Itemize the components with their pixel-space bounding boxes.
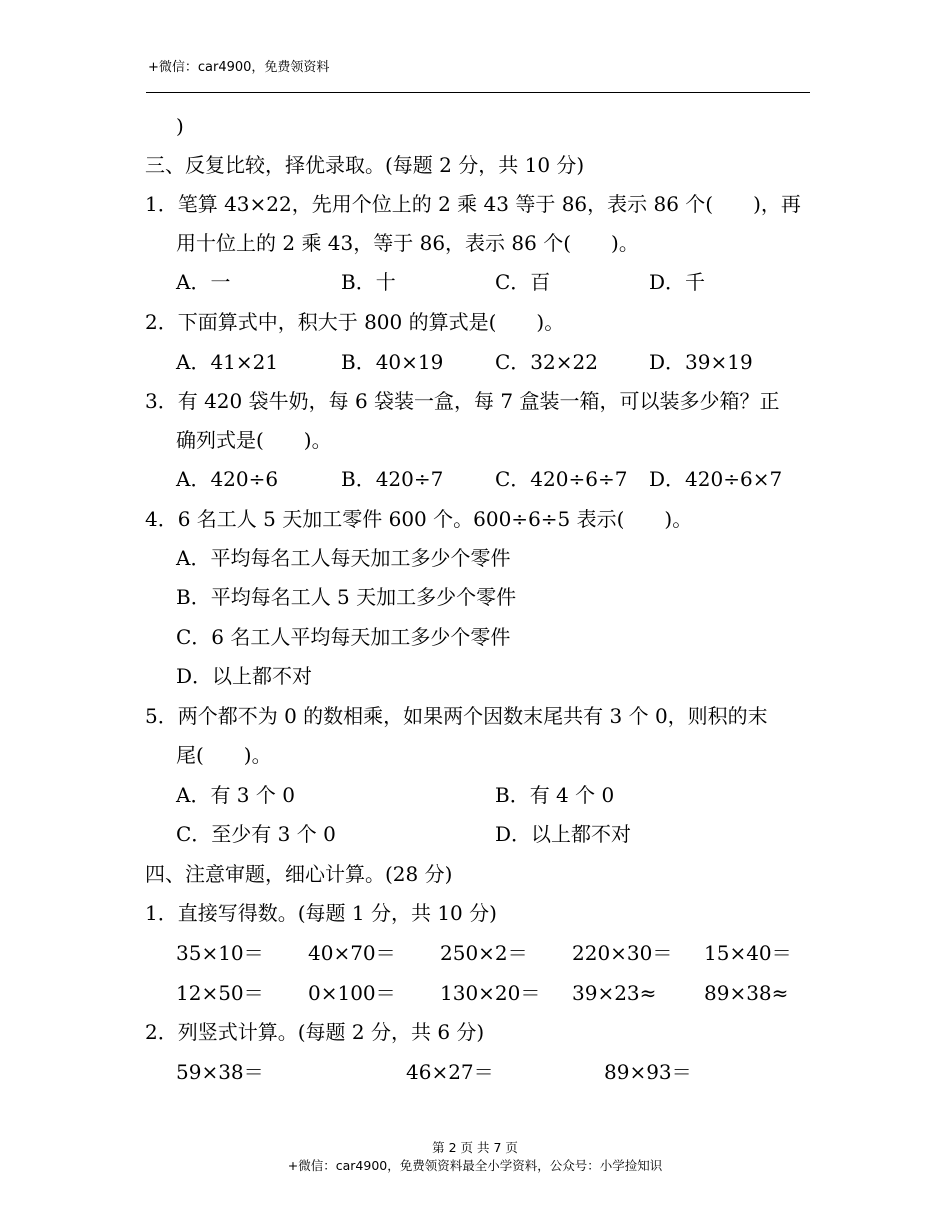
page-header: +微信：car4900，免费领资料 <box>148 60 330 75</box>
q3-option-b: B．420÷7 <box>341 467 444 491</box>
section-4-title: 四、注意审题，细心计算。(28 分) <box>145 862 453 886</box>
q4-option-a: A．平均每名工人每天加工多少个零件 <box>176 546 511 570</box>
calc-item: 40×70＝ <box>308 941 396 965</box>
q3-text-line2: 确列式是( )。 <box>176 428 332 452</box>
q1-option-d: D．千 <box>649 270 706 294</box>
q1-text-line1: 1．笔算 43×22，先用个位上的 2 乘 43 等于 86，表示 86 个( )，再 <box>145 192 801 216</box>
q4-option-c: C．6 名工人平均每天加工多少个零件 <box>176 625 511 649</box>
q1-option-a: A．一 <box>176 270 231 294</box>
vertical-calc-item: 59×38＝ <box>176 1060 264 1084</box>
s4-q1-text: 1．直接写得数。(每题 1 分，共 10 分) <box>145 901 497 925</box>
calc-item: 220×30＝ <box>572 941 673 965</box>
s4-q2-text: 2．列竖式计算。(每题 2 分，共 6 分) <box>145 1020 485 1044</box>
q5-text-line1: 5．两个都不为 0 的数相乘，如果两个因数末尾共有 3 个 0，则积的末 <box>145 704 768 728</box>
q4-option-b: B．平均每名工人 5 天加工多少个零件 <box>176 585 517 609</box>
vertical-calc-item: 46×27＝ <box>406 1060 494 1084</box>
q4-text: 4．6 名工人 5 天加工零件 600 个。600÷6÷5 表示( )。 <box>145 507 693 531</box>
calc-item: 0×100＝ <box>308 981 396 1005</box>
q2-option-a: A．41×21 <box>176 350 279 374</box>
page-number: 第 2 页 共 7 页 <box>432 1140 518 1155</box>
header-rule <box>146 92 810 93</box>
q5-text-line2: 尾( )。 <box>176 743 272 767</box>
q2-text: 2．下面算式中，积大于 800 的算式是( )。 <box>145 310 565 334</box>
q5-option-d: D．以上都不对 <box>495 822 632 846</box>
q1-text-line2: 用十位上的 2 乘 43，等于 86，表示 86 个( )。 <box>176 231 639 255</box>
q1-option-c: C．百 <box>495 270 551 294</box>
calc-item: 39×23≈ <box>572 981 657 1005</box>
q5-option-b: B．有 4 个 0 <box>495 783 615 807</box>
q3-option-a: A．420÷6 <box>176 467 279 491</box>
q5-option-a: A．有 3 个 0 <box>176 783 295 807</box>
footer-note: +微信：car4900，免费领资料最全小学资料，公众号：小学捡知识 <box>287 1158 663 1173</box>
q1-option-b: B．十 <box>341 270 396 294</box>
q2-option-b: B．40×19 <box>341 350 444 374</box>
section-3-title: 三、反复比较，择优录取。(每题 2 分，共 10 分) <box>145 153 585 177</box>
q2-option-c: C．32×22 <box>495 350 598 374</box>
calc-item: 12×50＝ <box>176 981 264 1005</box>
q4-option-d: D．以上都不对 <box>176 664 313 688</box>
calc-item: 250×2＝ <box>440 941 528 965</box>
q5-option-c: C．至少有 3 个 0 <box>176 822 336 846</box>
calc-item: 15×40＝ <box>704 941 792 965</box>
calc-item: 89×38≈ <box>704 981 789 1005</box>
q3-option-d: D．420÷6×7 <box>649 467 783 491</box>
q3-text-line1: 3．有 420 袋牛奶，每 6 袋装一盒，每 7 盒装一箱，可以装多少箱？正 <box>145 389 780 413</box>
q2-option-d: D．39×19 <box>649 350 753 374</box>
vertical-calc-item: 89×93＝ <box>604 1060 692 1084</box>
calc-item: 130×20＝ <box>440 981 541 1005</box>
calc-item: 35×10＝ <box>176 941 264 965</box>
continued-paren: ) <box>176 114 184 138</box>
q3-option-c: C．420÷6÷7 <box>495 467 628 491</box>
